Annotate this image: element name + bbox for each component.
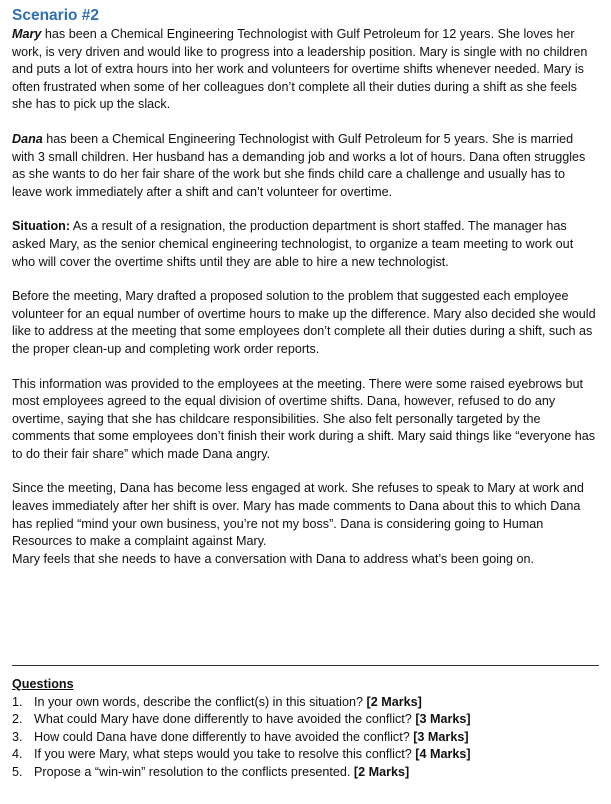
since-meeting-paragraph: Since the meeting, Dana has become less engaged at work. She refuses to speak to Mary at work and leaves immediately after her shift is over. Mary has made comments to Dana about this to which Dana has replied “mind your own business, you’re not my boss”. Dana is considering going to Human Resources to make a complaint against Mary. xyxy=(12,481,584,549)
question-number: 2. xyxy=(12,712,23,727)
mary-text: has been a Chemical Engineering Technologist with Gulf Petroleum for 12 years. She loves her work, is very driven and would like to progress into a leadership position. Mary is single with no children and puts a lot of extra hours into her work and volunteers for overtime shifts whenever needed. Mary is often frustrated when some of her colleagues don’t complete all their duties during a shift as she feels she has to pick up the slack. xyxy=(12,27,588,112)
questions-list xyxy=(12,694,597,782)
question-text: If you were Mary, what steps would you take to resolve this conflict? xyxy=(34,747,416,762)
question-item xyxy=(12,711,597,729)
dana-name: Dana xyxy=(12,131,43,146)
meeting-paragraph: This information was provided to the employees at the meeting. There were some raised eyebrows but most employees agreed to the equal division of overtime shifts. Dana, however, refused to do any overtime, saying that she has childcare responsibilities. She also felt personally targeted by the comments that some employees don’t finish their work during a shift. Mary said things like “everyone has to do their fair share” which made Dana angry. xyxy=(12,376,596,461)
question-number: 3. xyxy=(12,729,23,744)
question-item xyxy=(12,729,597,747)
question-number: 1. xyxy=(12,694,23,709)
question-text: How could Dana have done differently to have avoided the conflict? xyxy=(34,729,414,744)
question-marks: [2 Marks] xyxy=(353,764,410,779)
question-marks: [3 Marks] xyxy=(415,712,471,727)
question-number: 5. xyxy=(12,764,23,779)
questions-section xyxy=(12,676,597,782)
question-text: Propose a “win-win” resolution to the conflicts presented. xyxy=(34,764,354,779)
closing-paragraph: Mary feels that she needs to have a conversation with Dana to address what’s been going on. xyxy=(12,551,535,566)
dana-paragraph xyxy=(12,131,597,201)
mary-paragraph xyxy=(12,26,597,114)
dana-text: has been a Chemical Engineering Technologist with Gulf Petroleum for 5 years. She is married with 3 small children. Her husband has a demanding job and works a lot of hours. Dana often struggles as she wants to do her fair share of the work but she finds child care a challenge and usually has to leave work immediately after a shift and can’t volunteer for overtime. xyxy=(12,131,586,199)
question-number: 4. xyxy=(12,747,23,762)
page-title: Scenario #2 xyxy=(12,7,100,24)
question-item xyxy=(12,746,597,764)
questions-heading: Questions xyxy=(12,677,74,691)
document-body xyxy=(12,6,597,568)
situation-paragraph xyxy=(12,218,597,271)
question-marks: [3 Marks] xyxy=(413,729,469,744)
before-meeting-paragraph: Before the meeting, Mary drafted a proposed solution to the problem that suggested each employee volunteer for an equal number of overtime hours to make up the difference. Mary also decided she would like to address at the meeting that some employees don’t complete all their duties during a shift, such as the proper clean-up and completing work order reports. xyxy=(12,289,596,356)
section-divider xyxy=(12,665,599,666)
question-marks: [2 Marks] xyxy=(366,694,422,709)
question-text: In your own words, describe the conflict(s) in this situation? xyxy=(34,694,367,709)
question-marks: [4 Marks] xyxy=(415,747,471,762)
mary-name: Mary xyxy=(12,27,42,41)
question-item xyxy=(12,764,597,782)
situation-text: As a result of a resignation, the production department is short staffed. The manager has asked Mary, as the senior chemical engineering technologist, to organize a team meeting to work out who will cover the overtime shifts until they are able to hire a new technologist. xyxy=(12,219,574,269)
question-text: What could Mary have done differently to have avoided the conflict? xyxy=(34,712,416,727)
question-item xyxy=(12,694,597,712)
situation-label: Situation: xyxy=(12,219,71,234)
